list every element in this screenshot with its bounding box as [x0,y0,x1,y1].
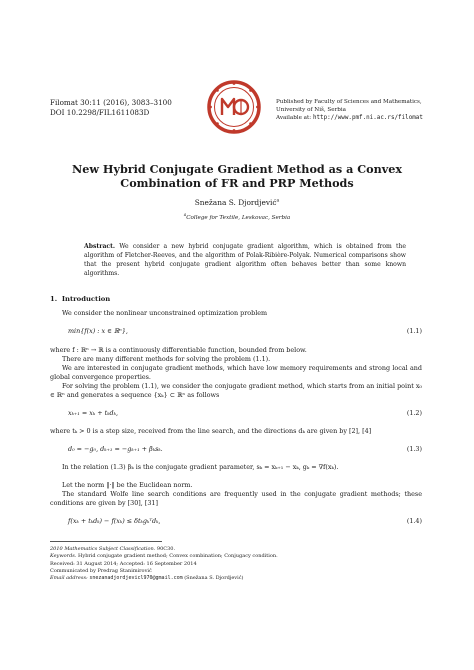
university-seal-icon [207,80,261,134]
keywords-value: Hybrid conjugate gradient method; Convex combination; Conjugacy condition. [78,553,278,560]
received-footnote: Received: 31 August 2014; Accepted: 16 September 2014 [50,560,197,567]
publisher-line-1: Published by Faculty of Sciences and Mathematics, [276,99,422,105]
affiliation-line [0,212,474,221]
paragraph-3: There are many different methods for solving the problem (1.1). [62,355,271,363]
equation-1-4: f(xₖ + tₖdₖ) − f(xₖ) ≤ δtₖgₖᵀdₖ, [68,517,161,525]
paragraph-8: Let the norm ‖·‖ be the Euclidean norm. [62,481,193,489]
email-footnote [50,575,422,582]
title-line-1: New Hybrid Conjugate Gradient Method as a Convex [72,162,402,176]
msc-label: 2010 Mathematics Subject Classification. [50,546,156,552]
equation-number-1-4: (1.4) [406,517,422,525]
paragraph-4: We are interested in conjugate gradient methods, which have low memory requirements and strong local and global convergence properties. [50,364,422,381]
email-link[interactable]: snezanadjordjevicl970@gmail.com [89,575,183,582]
journal-header [50,98,172,117]
footnotes-block [50,546,422,582]
availability-line [276,114,474,122]
author-name: Snežana S. Djordjević [194,198,277,207]
section-number: 1. [50,295,58,303]
author-affil-sup: a [276,198,280,204]
equation-1-2: xₖ₊₁ = xₖ + tₖdₖ, [68,409,118,417]
available-prefix: Available at: [276,115,312,121]
publisher-line-2: University of Niš, Serbia [276,107,346,113]
section-heading [50,295,110,303]
abstract-label: Abstract. [84,243,116,250]
paragraph-1: We consider the nonlinear unconstrained optimization problem [62,309,268,317]
paragraph-5: For solving the problem (1.1), we consider the conjugate gradient method, which starts from an initial point x₀ ∈ ℝⁿ and generates a sequence {xₖ} ⊂ ℝⁿ as follows [50,382,422,399]
abstract-text: We consider a new hybrid conjugate gradient algorithm, which is obtained from the algorithm of Fletcher-Reeves, and the algorithm of Polak-Ribière-Polyak. Numerical comparisons show that the present hybrid conjugate gradient algorithm often behaves better than some known algorithms. [84,243,407,277]
keywords-footnote [50,553,422,560]
email-owner: (Snežana S. Djordjević) [184,575,244,582]
paragraph-7: In the relation (1.3) βₖ is the conjugate gradient parameter, sₖ = xₖ₊₁ − xₖ, gₖ = ∇f(xₖ). [62,463,339,471]
affiliation-text: College for Textile, Leskovac, Serbia [186,214,291,221]
communicated-footnote: Communicated by Predrag Stanimirović [50,567,152,574]
equation-1-3: d₀ = −g₀, dₖ₊₁ = −gₖ₊₁ + βₖsₖ. [68,445,163,453]
author-line [0,198,474,207]
affil-sup: a [183,212,187,217]
equation-number-1-1: (1.1) [406,327,422,335]
msc-value: 90C30. [156,546,176,552]
doi-line: DOI 10.2298/FIL1611083D [50,107,150,117]
publisher-block [276,98,474,122]
paragraph-9: The standard Wolfe line search conditions are frequently used in the conjugate gradient methods; these conditions are given by [30], [31] [50,490,422,507]
equation-number-1-3: (1.3) [406,445,422,453]
keywords-label: Keywords. [50,553,77,560]
email-label: Email address: [50,575,88,582]
msc-footnote [50,546,422,553]
paragraph-6: where tₖ > 0 is a step size, received from the line search, and the directions dₖ are given by [2], [4] [50,427,372,435]
title-line-2: Combination of FR and PRP Methods [120,176,354,190]
abstract-block [84,242,406,278]
footnote-rule [50,541,162,542]
paper-title [0,162,474,190]
equation-number-1-2: (1.2) [406,409,422,417]
paragraph-2: where f : ℝⁿ → ℝ is a continuously differentiable function, bounded from below. [50,346,307,354]
journal-citation: Filomat 30:11 (2016), 3083–3100 [50,98,172,107]
equation-1-1: min{f(x) : x ∈ ℝⁿ}, [68,327,128,335]
section-title: Introduction [61,295,111,303]
journal-url-link[interactable]: http://www.pmf.ni.ac.rs/filomat [312,115,423,121]
